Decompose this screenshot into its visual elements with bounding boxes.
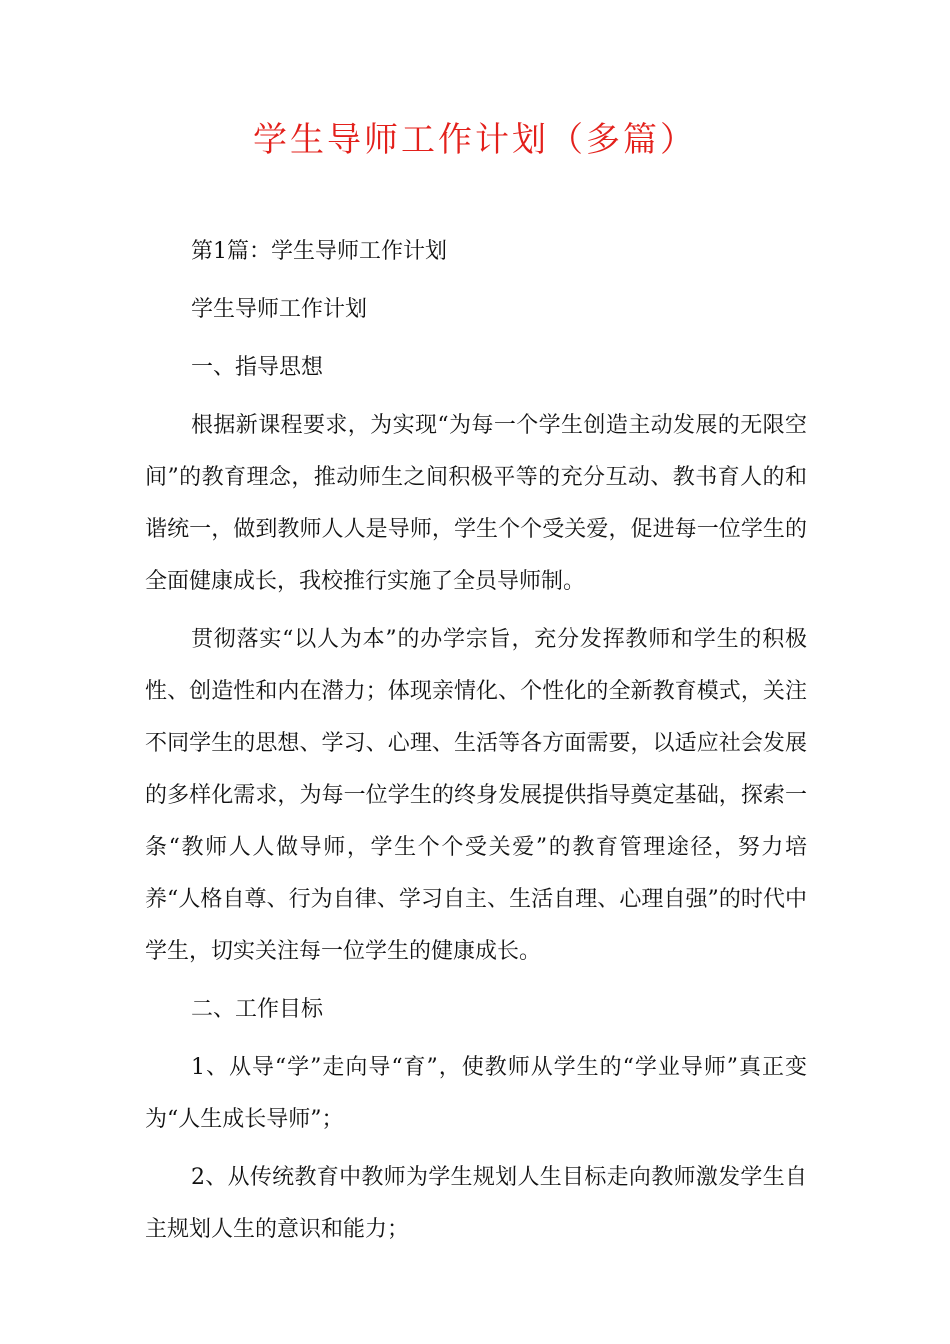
list-item: 2、从传统教育中教师为学生规划人生目标走向教师激发学生自主规划人生的意识和能力； xyxy=(145,1165,807,1242)
section-heading-work-goals: 二、工作目标 xyxy=(191,997,324,1022)
section-heading-part-1: 第1篇：学生导师工作计划 xyxy=(191,239,447,264)
document-body xyxy=(145,226,807,1262)
paragraph: 根据新课程要求，为实现“为每一个学生创造主动发展的无限空间”的教育理念，推动师生之间积极平等的充分互动、教书育人的和谐统一，做到教师人人是导师，学生个个受关爱，促进每一位学生的全面健康成长，我校推行实施了全员导师制。 xyxy=(145,413,807,594)
subtitle: 学生导师工作计划 xyxy=(191,297,368,322)
paragraph: 贯彻落实“以人为本”的办学宗旨，充分发挥教师和学生的积极性、创造性和内在潜力；体现亲情化、个性化的全新教育模式，关注不同学生的思想、学习、心理、生活等各方面需要，以适应社会发展的多样化需求，为每一位学生的终身发展提供指导奠定基础，探索一条“教师人人做导师，学生个个受关爱”的教育管理途径，努力培养“人格自尊、行为自律、学习自主、生活自理、心理自强”的时代中学生，切实关注每一位学生的健康成长。 xyxy=(145,627,807,964)
section-heading-guiding-thought: 一、指导思想 xyxy=(191,355,324,380)
list-item: 1、从导“学”走向导“育”，使教师从学生的“学业导师”真正变为“人生成长导师”； xyxy=(145,1055,807,1132)
document-title: 学生导师工作计划（多篇） xyxy=(253,120,697,160)
